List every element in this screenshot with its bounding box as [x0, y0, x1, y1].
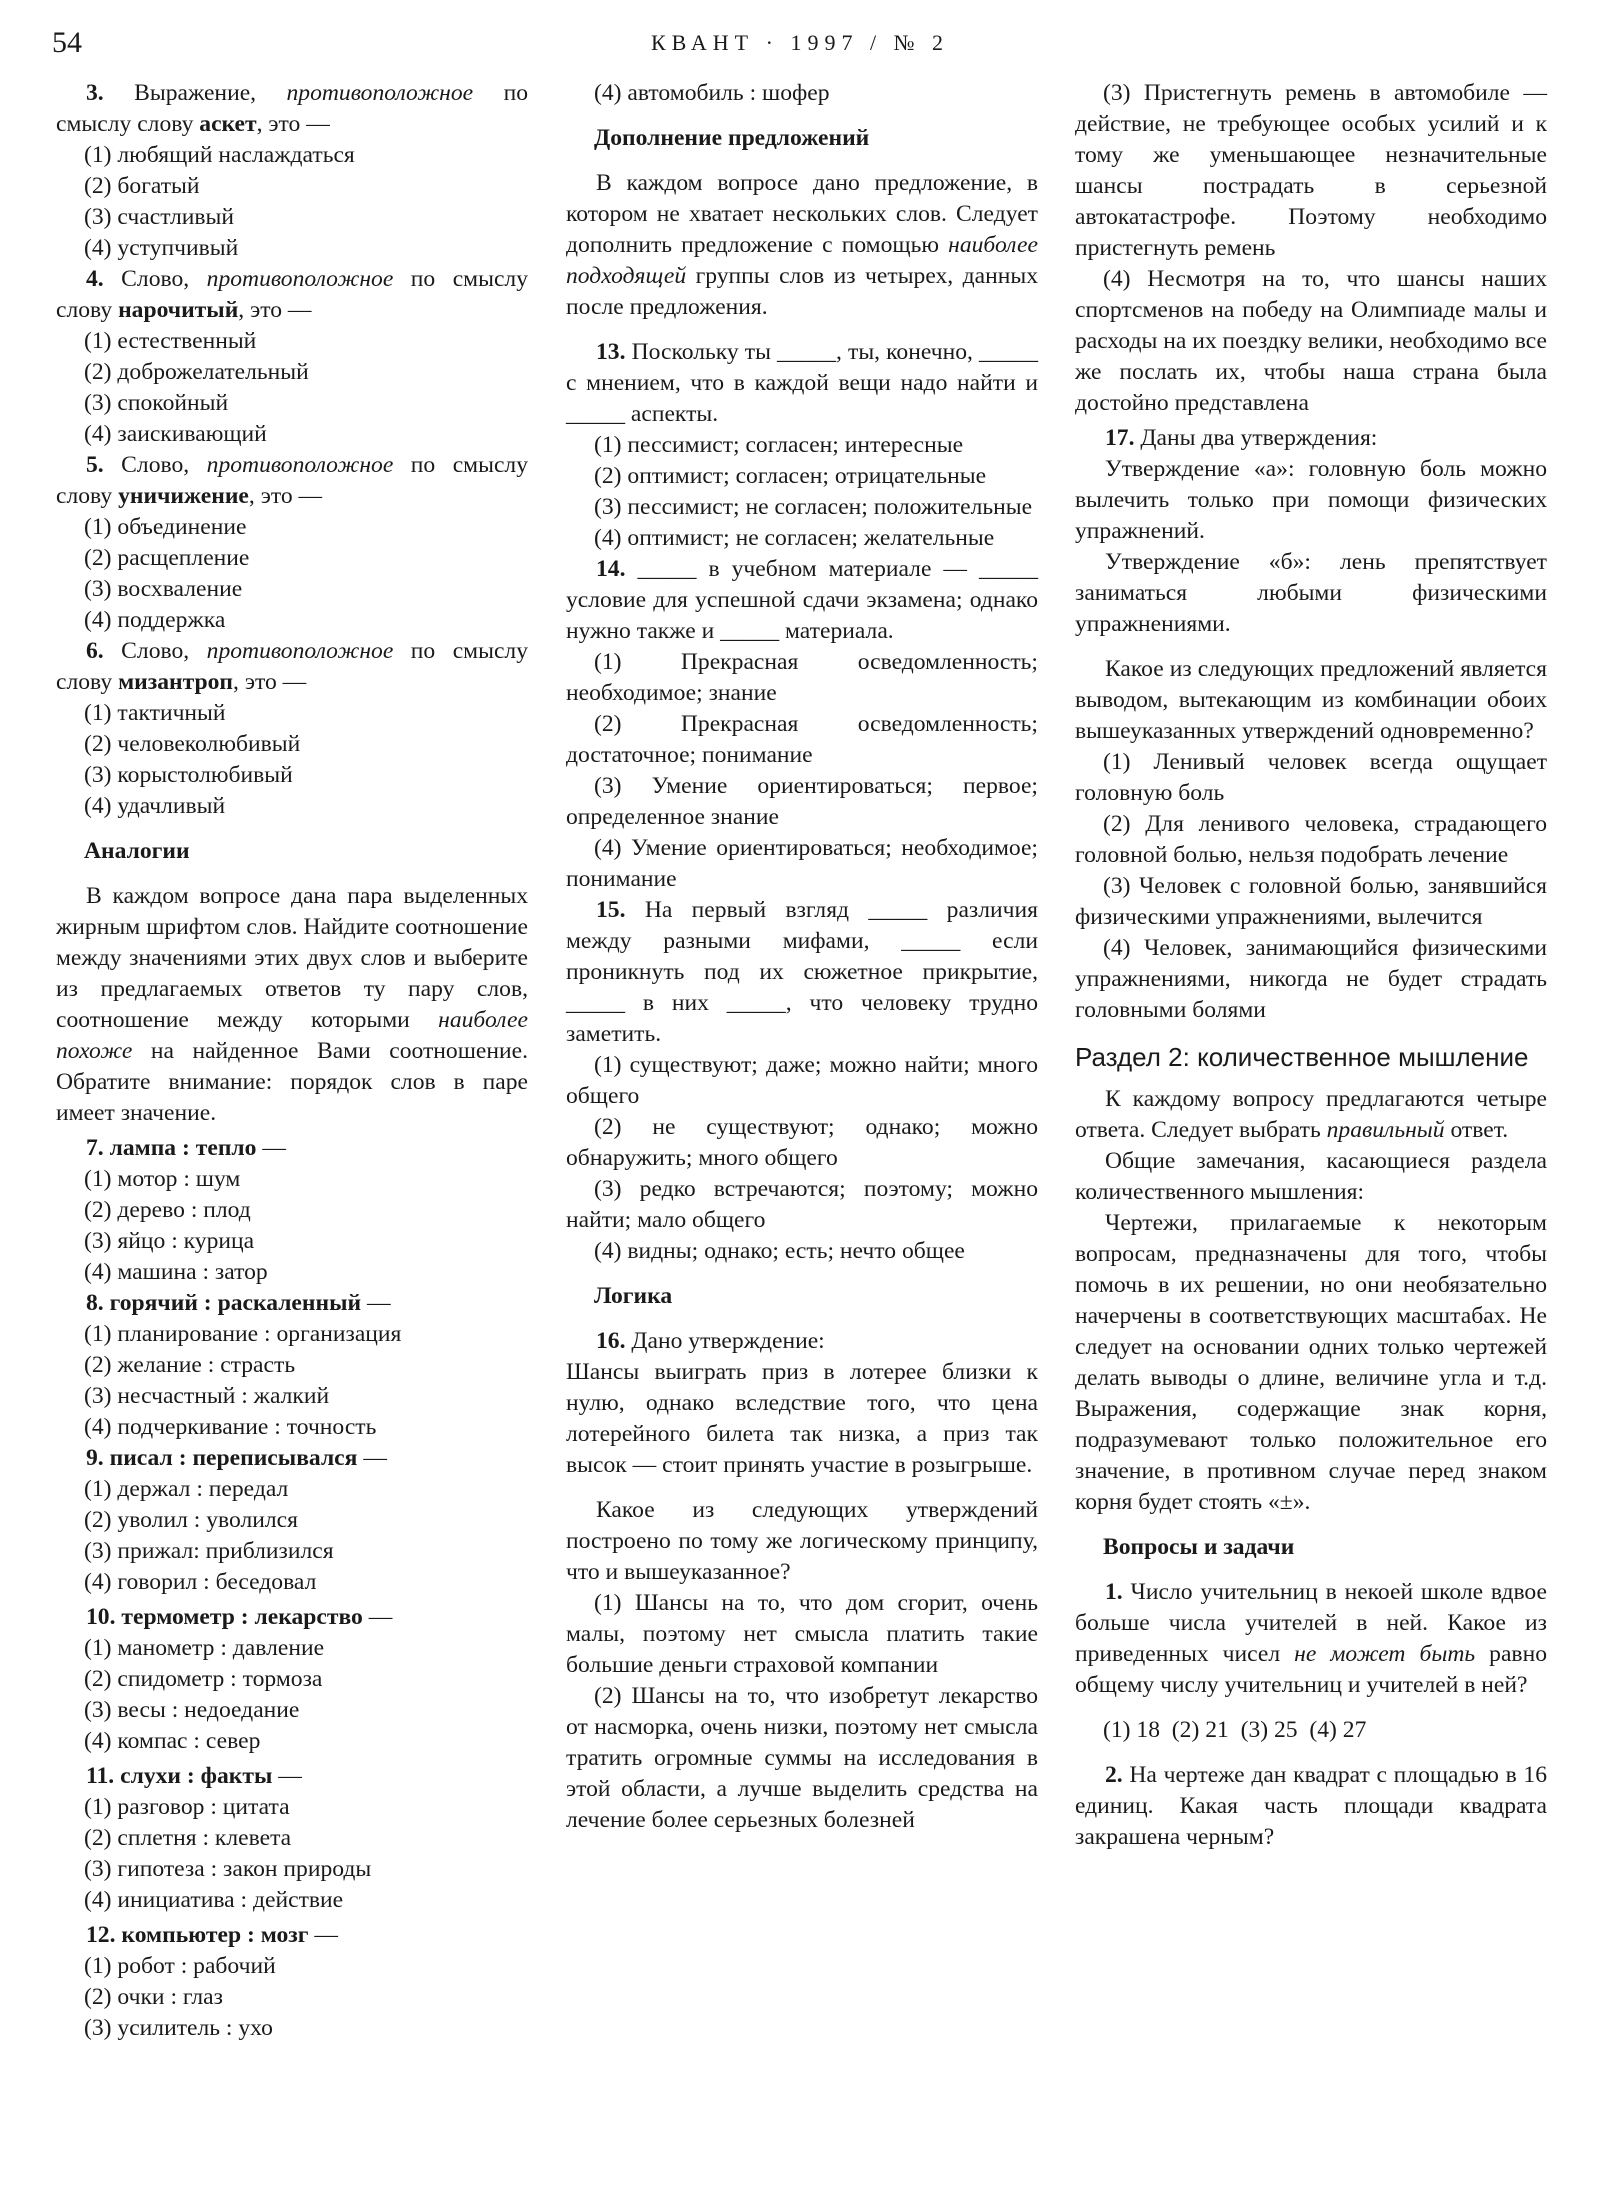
question-16-statement: Шансы выиграть приз в лотерее близки к нулю, однако вследствие того, что цена лотерейного билета так низка, а приз так высок — стоит принять участие в розыгрыше. [566, 1359, 1038, 1478]
page-header [0, 22, 1600, 62]
completion-heading: Дополнение предложений [594, 125, 870, 151]
question-17: 17. Даны два утверждения: [1105, 425, 1378, 451]
question-15: 15. На первый взгляд _____ различия между разными мифами, _____ если проникнуть под их сюжетное прикрытие, _____ в них _____, что человеку трудно заметить. [566, 897, 1038, 1047]
statement-b: Утверждение «б»: лень препятствует заниматься любыми физическими упражнениями. [1075, 549, 1547, 637]
task-1-options: (1) 18 (2) 21 (3) 25 (4) 27 [1103, 1717, 1367, 1743]
option: (4) Человек, занимающийся физическими упражнениями, никогда не будет страдать головными болями [1075, 935, 1547, 1023]
option: (1) манометр : давление [84, 1635, 325, 1661]
column-2 [566, 78, 1038, 1836]
option: (2) человеколюбивый [84, 731, 301, 757]
option: (2) доброжелательный [84, 359, 309, 385]
option: (4) Несмотря на то, что шансы наших спортсменов на победу на Олимпиаде малы и расходы на их поездку велики, необходимо все же послать их, чтобы наша страна была достойно представлена [1075, 266, 1547, 416]
option: (3) яйцо : курица [84, 1228, 255, 1254]
question-3: 3. Выражение, противоположное по смыслу слову аскет, это — [56, 80, 528, 137]
option: (2) не существуют; однако; можно обнаружить; много общего [566, 1114, 1038, 1171]
option: (2) спидометр : тормоза [84, 1666, 323, 1692]
option: (2) сплетня : клевета [84, 1825, 292, 1851]
option: (2) дерево : плод [84, 1197, 251, 1223]
option: (2) Для ленивого человека, страдающего головной болью, нельзя подобрать лечение [1075, 811, 1547, 868]
option: (1) Прекрасная осведомленность; необходимое; знание [566, 649, 1038, 706]
option: (1) любящий наслаждаться [84, 142, 355, 168]
question-12: 12. компьютер : мозг — [86, 1922, 338, 1948]
option: (2) расщепление [84, 545, 250, 571]
option: (4) Умение ориентироваться; необходимое; понимание [566, 835, 1038, 892]
analogies-intro: В каждом вопросе дана пара выделенных жирным шрифтом слов. Найдите соотношение между значениями этих двух слов и выберите из предлагаемых ответов ту пару слов, соотношение между которыми наиболее похоже на найденное Вами соотношение. Обратите внимание: порядок слов в паре имеет значение. [56, 883, 528, 1126]
column-3 [1075, 78, 1547, 1853]
tasks-heading: Вопросы и задачи [1103, 1534, 1295, 1560]
analogies-heading: Аналогии [84, 838, 190, 864]
question-17-question: Какое из следующих предложений является выводом, вытекающим из комбинации обоих вышеуказанных утверждений одновременно? [1075, 656, 1547, 744]
option: (1) Ленивый человек всегда ощущает головную боль [1075, 749, 1547, 806]
option: (3) прижал: приблизился [84, 1538, 334, 1564]
option: (1) пессимист; согласен; интересные [594, 432, 964, 458]
question-14: 14. _____ в учебном материале — _____ условие для успешной сдачи экзамена; однако нужно также и _____ материала. [566, 556, 1038, 644]
option: (3) весы : недоедание [84, 1697, 300, 1723]
general-remarks: Общие замечания, касающиеся раздела количественного мышления: [1075, 1148, 1547, 1205]
option: (1) планирование : организация [84, 1321, 402, 1347]
option: (3) пессимист; не согласен; положительные [594, 494, 1033, 520]
option: (4) компас : север [84, 1728, 261, 1754]
option: (1) робот : рабочий [84, 1953, 276, 1979]
section-2-intro: К каждому вопросу предлагаются четыре ответа. Следует выбрать правильный ответ. [1075, 1086, 1547, 1143]
option: (4) видны; однако; есть; нечто общее [594, 1238, 965, 1264]
option: (3) корыстолюбивый [84, 762, 293, 788]
option: (4) уступчивый [84, 235, 239, 261]
option: (3) восхваление [84, 576, 243, 602]
option: (1) существуют; даже; можно найти; много общего [566, 1052, 1038, 1109]
page-number: 54 [52, 26, 82, 59]
option: (2) очки : глаз [84, 1984, 223, 2010]
option: (1) разговор : цитата [84, 1794, 290, 1820]
option: (4) машина : затор [84, 1259, 268, 1285]
option: (1) держал : передал [84, 1476, 289, 1502]
option: (3) редко встречаются; поэтому; можно найти; мало общего [566, 1176, 1038, 1233]
column-1 [56, 78, 528, 2044]
option: (1) объединение [84, 514, 247, 540]
option: (3) счастливый [84, 204, 234, 230]
option: (2) оптимист; согласен; отрицательные [594, 463, 987, 489]
task-2: 2. На чертеже дан квадрат с площадью в 16 единиц. Какая часть площади квадрата закрашена черным? [1075, 1762, 1547, 1850]
option: (2) богатый [84, 173, 200, 199]
drawings-note: Чертежи, прилагаемые к некоторым вопросам, предназначены для того, чтобы помочь в их решении, но они необязательно начерчены в соответствующих масштабах. Не следует на основании одних только чертежей делать выводы о длине, величине угла и т.д. Выражения, содержащие знак корня, подразумевают только положительное его значение, в противном случае перед знаком корня будет стоять «±». [1075, 1210, 1547, 1515]
option: (3) Умение ориентироваться; первое; определенное знание [566, 773, 1038, 830]
question-4: 4. Слово, противоположное по смыслу слову нарочитый, это — [56, 266, 528, 323]
option: (3) усилитель : ухо [84, 2015, 273, 2041]
option: (1) тактичный [84, 700, 226, 726]
option: (1) мотор : шум [84, 1166, 241, 1192]
option: (3) гипотеза : закон природы [84, 1856, 372, 1882]
option: (4) инициатива : действие [84, 1887, 344, 1913]
option: (4) говорил : беседовал [84, 1569, 317, 1595]
option: (4) заискивающий [84, 421, 267, 447]
question-6: 6. Слово, противоположное по смыслу слову мизантроп, это — [56, 638, 528, 695]
question-7: 7. лампа : тепло — [86, 1135, 286, 1161]
running-title: КВАНТ · 1997 / № 2 [650, 30, 950, 55]
option: (2) желание : страсть [84, 1352, 296, 1378]
option: (4) поддержка [84, 607, 226, 633]
option: (3) Пристегнуть ремень в автомобиле — действие, не требующее особых усилий и к тому же уменьшающее незначительные шансы пострадать в серьезной автокатастрофе. Поэтому необходимо пристегнуть ремень [1075, 80, 1547, 261]
option: (3) Человек с головной болью, занявшийся физическими упражнениями, вылечится [1075, 873, 1547, 930]
question-11: 11. слухи : факты — [86, 1763, 302, 1789]
option: (3) спокойный [84, 390, 229, 416]
option: (1) Шансы на то, что дом сгорит, очень малы, поэтому нет смысла платить такие большие деньги страховой компании [566, 1590, 1038, 1678]
option: (4) подчеркивание : точность [84, 1414, 377, 1440]
question-5: 5. Слово, противоположное по смыслу слову уничижение, это — [56, 452, 528, 509]
option: (4) автомобиль : шофер [594, 80, 830, 106]
logic-heading: Логика [594, 1283, 673, 1309]
question-16: 16. Дано утверждение: [596, 1328, 825, 1354]
question-16-question: Какое из следующих утверждений построено по тому же логическому принципу, что и вышеуказанное? [566, 1497, 1038, 1585]
statement-a: Утверждение «а»: головную боль можно вылечить только при помощи физических упражнений. [1075, 456, 1547, 544]
option: (3) несчастный : жалкий [84, 1383, 330, 1409]
completion-intro: В каждом вопросе дано предложение, в котором не хватает нескольких слов. Следует дополнить предложение с помощью наиболее подходящей группы слов из четырех, данных после предложения. [566, 170, 1038, 320]
option: (1) естественный [84, 328, 257, 354]
question-8: 8. горячий : раскаленный — [86, 1290, 391, 1316]
question-10: 10. термометр : лекарство — [86, 1604, 393, 1630]
option: (2) Прекрасная осведомленность; достаточное; понимание [566, 711, 1038, 768]
option: (2) Шансы на то, что изобретут лекарство от насморка, очень низки, поэтому нет смысла тратить огромные суммы на исследования в этой области, а лучше выделить средства на лечение более серьезных болезней [566, 1683, 1038, 1833]
section-2-heading: Раздел 2: количественное мышление [1075, 1042, 1529, 1072]
option: (4) оптимист; не согласен; желательные [594, 525, 995, 551]
option: (4) удачливый [84, 793, 226, 819]
question-13: 13. Поскольку ты _____, ты, конечно, _____ с мнением, что в каждой вещи надо найти и _____ аспекты. [566, 339, 1038, 427]
task-1: 1. Число учительниц в некоей школе вдвое больше числа учителей в ней. Какое из приведенных чисел не может быть равно общему числу учительниц и учителей в ней? [1075, 1579, 1547, 1698]
question-9: 9. писал : переписывался — [86, 1445, 387, 1471]
option: (2) уволил : уволился [84, 1507, 298, 1533]
